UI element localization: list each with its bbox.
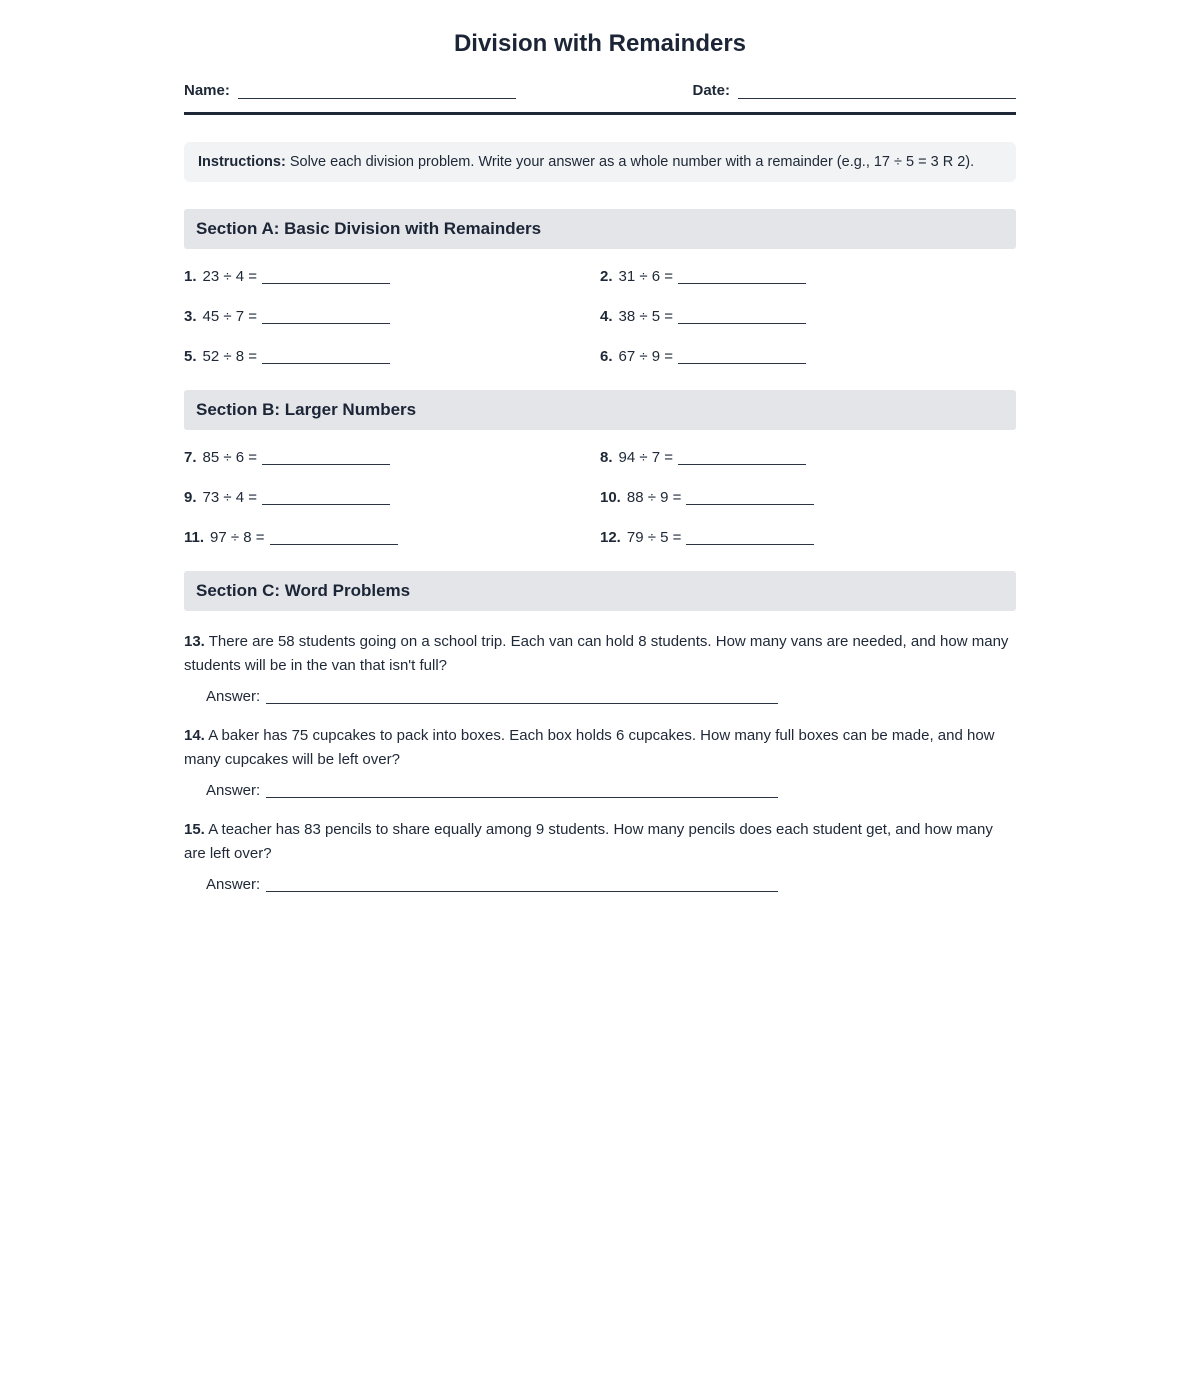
answer-label: Answer:: [206, 688, 261, 705]
answer-label: Answer:: [206, 876, 261, 893]
page-title: Division with Remainders: [453, 30, 747, 57]
problem-10: [600, 489, 1016, 506]
instructions-text: Solve each division problem. Write your answer as a whole number with a remainder (e.g., 17 ÷ 5 = 3 R 2).: [285, 154, 975, 170]
name-label: Name:: [184, 82, 230, 99]
header-divider: [184, 112, 1016, 115]
word-problem-13-text: [184, 630, 1016, 678]
problem-6-answer-blank[interactable]: [678, 349, 806, 364]
problem-7-expression: 85 ÷ 6 =: [202, 449, 258, 466]
word-problem-13: [184, 630, 1016, 705]
problem-7-number: 7.: [184, 449, 197, 466]
date-blank-line[interactable]: [738, 84, 1016, 99]
problem-10-answer-blank[interactable]: [686, 490, 814, 505]
date-label: Date:: [692, 82, 730, 99]
word-problem-15-text: [184, 818, 1016, 866]
word-problem-13-number: 13.: [184, 633, 205, 650]
name-date-row: [184, 82, 1016, 99]
problem-9-answer-blank[interactable]: [262, 490, 390, 505]
problem-1: [184, 268, 600, 285]
problem-5-answer-blank[interactable]: [262, 349, 390, 364]
word-problem-13-body: There are 58 students going on a school trip. Each van can hold 8 students. How many vans are needed, and how many students will be in the van that isn't full?: [184, 633, 1009, 674]
word-problem-14-body: A baker has 75 cupcakes to pack into boxes. Each box holds 6 cupcakes. How many full boxes can be made, and how many cupcakes will be left over?: [184, 727, 995, 768]
problem-6-expression: 67 ÷ 9 =: [618, 348, 674, 365]
problem-8-number: 8.: [600, 449, 613, 466]
word-problem-14-text: [184, 724, 1016, 772]
problem-12-answer-blank[interactable]: [686, 530, 814, 545]
problem-11-answer-blank[interactable]: [270, 530, 398, 545]
problem-3-answer-blank[interactable]: [262, 309, 390, 324]
problem-10-expression: 88 ÷ 9 =: [626, 489, 682, 506]
problem-1-expression: 23 ÷ 4 =: [202, 268, 258, 285]
problem-5-number: 5.: [184, 348, 197, 365]
problem-3-number: 3.: [184, 308, 197, 325]
problem-11-expression: 97 ÷ 8 =: [210, 529, 265, 546]
problem-1-number: 1.: [184, 268, 197, 285]
word-problem-14-answer-row: [206, 782, 1016, 799]
problem-8-answer-blank[interactable]: [678, 450, 806, 465]
word-problem-14-number: 14.: [184, 727, 205, 744]
section-b-header: Section B: Larger Numbers: [184, 390, 1016, 430]
problem-10-number: 10.: [600, 489, 621, 506]
problem-4-expression: 38 ÷ 5 =: [618, 308, 674, 325]
problem-4-number: 4.: [600, 308, 613, 325]
problem-6-number: 6.: [600, 348, 613, 365]
word-problem-14-answer-blank[interactable]: [266, 783, 778, 798]
instructions-box: [184, 142, 1016, 182]
section-b-problems: [184, 449, 1016, 546]
section-c-header: Section C: Word Problems: [184, 571, 1016, 611]
problem-1-answer-blank[interactable]: [262, 269, 390, 284]
name-blank-line[interactable]: [238, 84, 516, 99]
problem-2-answer-blank[interactable]: [678, 269, 806, 284]
problem-4: [600, 308, 1016, 325]
section-a-problems: [184, 268, 1016, 365]
word-problem-14: [184, 724, 1016, 799]
problem-12-number: 12.: [600, 529, 621, 546]
section-a-header: Section A: Basic Division with Remainders: [184, 209, 1016, 249]
problem-9-number: 9.: [184, 489, 197, 506]
problem-7-answer-blank[interactable]: [262, 450, 390, 465]
word-problem-13-answer-row: [206, 688, 1016, 705]
word-problem-15-answer-row: [206, 876, 1016, 893]
problem-5-expression: 52 ÷ 8 =: [202, 348, 258, 365]
word-problem-13-answer-blank[interactable]: [266, 689, 778, 704]
word-problem-15-number: 15.: [184, 821, 205, 838]
problem-6: [600, 348, 1016, 365]
word-problem-15: [184, 818, 1016, 893]
problem-2: [600, 268, 1016, 285]
problem-8-expression: 94 ÷ 7 =: [618, 449, 674, 466]
date-field: [692, 82, 1016, 99]
problem-5: [184, 348, 600, 365]
problem-7: [184, 449, 600, 466]
problem-2-number: 2.: [600, 268, 613, 285]
problem-2-expression: 31 ÷ 6 =: [618, 268, 674, 285]
problem-8: [600, 449, 1016, 466]
problem-4-answer-blank[interactable]: [678, 309, 806, 324]
name-field: [184, 82, 516, 99]
answer-label: Answer:: [206, 782, 261, 799]
problem-11: [184, 529, 600, 546]
problem-11-number: 11.: [184, 529, 205, 546]
instructions-label: Instructions:: [198, 154, 286, 170]
problem-3: [184, 308, 600, 325]
worksheet-page: [184, 0, 1016, 893]
word-problem-15-answer-blank[interactable]: [266, 877, 778, 892]
problem-9-expression: 73 ÷ 4 =: [202, 489, 258, 506]
problem-12: [600, 529, 1016, 546]
word-problem-15-body: A teacher has 83 pencils to share equally among 9 students. How many pencils does each student get, and how many are left over?: [184, 821, 993, 862]
problem-3-expression: 45 ÷ 7 =: [202, 308, 258, 325]
problem-12-expression: 79 ÷ 5 =: [626, 529, 682, 546]
problem-9: [184, 489, 600, 506]
